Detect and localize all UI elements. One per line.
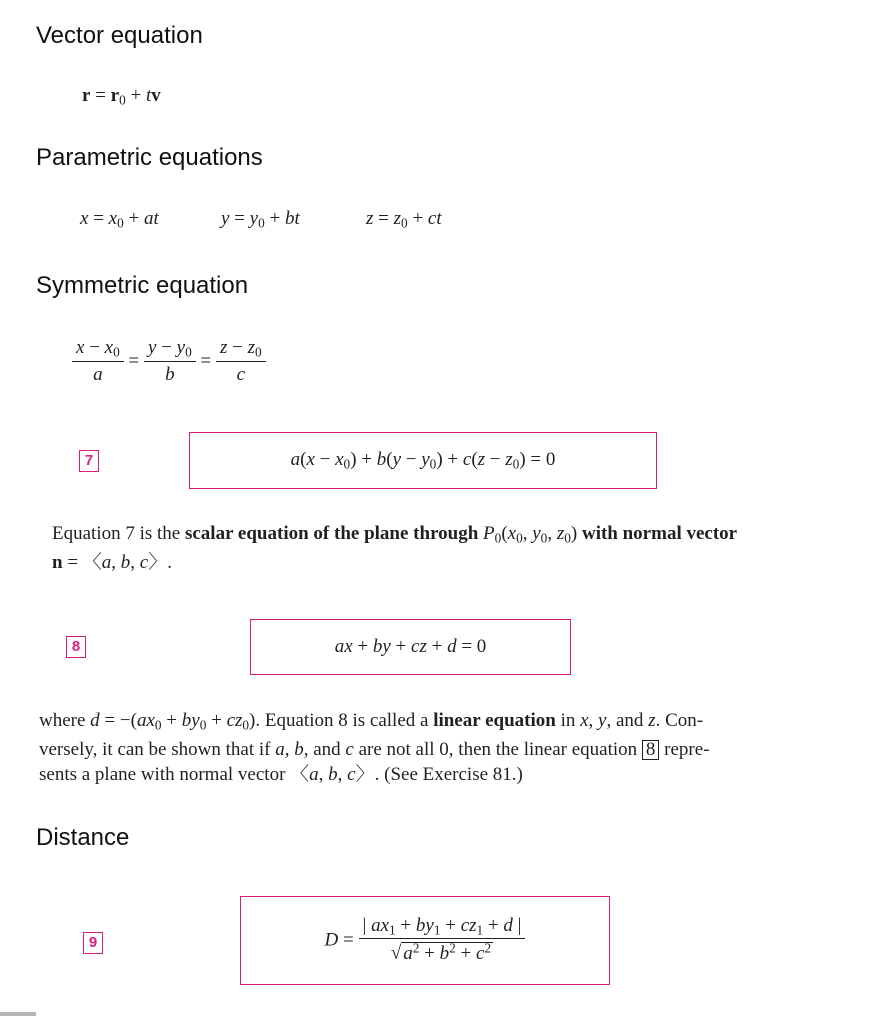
equation-8-box [250,619,571,675]
equation-number-7: 7 [79,450,99,472]
symmetric-equation: $\frac{x - x_0}{a}$ = $\frac{y - y_0}{b}$ = $\frac{z - z_0}{c}$ [72,336,266,388]
inline-equation-ref-8: 8 [642,740,660,760]
vector-equation: $r = r_0$ + tv [82,85,161,108]
paragraph-linear-equation: where $d = -(ax_0 + by_0 + cz_0)$. Equation 8 is called a linear equation in x, y, and z. Con- versely, it can be shown that if a, b, and c are not all 0, then the linear equation 8 repre- sents a plane with normal vector 〈a, b, c〉. (See Exercise 81.) [39,710,710,786]
bottom-edge-bar [0,1012,36,1016]
distance-formula: D = $\frac{| ax_1 + by_1 + cz_1 + d |}{√ a^2 + b^2 + c^2}$ [325,914,526,968]
equation-7-box [189,432,657,489]
equation-9-box [240,896,610,985]
heading-symmetric-equation: Symmetric equation [36,272,249,299]
scalar-plane-equation: $a(x - x_0) + b(y - y_0) + c(z - z_0) = 0$ [290,448,556,472]
heading-vector-equation: Vector equation [36,22,203,49]
parametric-z: $z = z_0$ + ct [366,208,442,231]
equation-number-9: 9 [83,932,103,954]
equation-number-8: 8 [66,636,86,658]
parametric-y: $y = y_0$ + bt [221,208,300,231]
linear-plane-equation: ax + by + cz + d = 0 [334,636,487,657]
heading-parametric-equations: Parametric equations [36,144,263,171]
paragraph-scalar-equation: Equation 7 is the scalar equation of the plane through $P_0(x_0$, $y_0$, $z_0$) with normal vector n = 〈a, b, c〉. [52,523,738,574]
heading-distance: Distance [36,824,130,851]
parametric-x: $x = x_0$ + at [80,208,159,231]
